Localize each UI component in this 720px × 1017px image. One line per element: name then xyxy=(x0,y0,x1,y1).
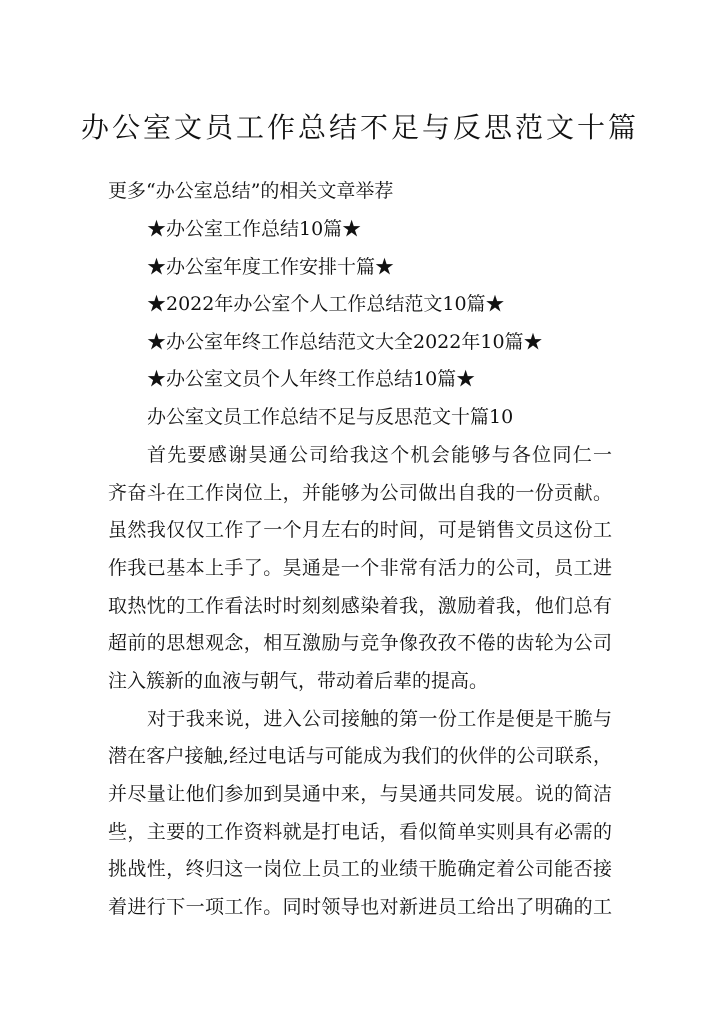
paragraph-2-line-4: 些，主要的工作资料就是打电话，看似简单实则具有必需的 xyxy=(108,821,612,843)
paragraph-1-line-4: 作我已基本上手了。昊通是一个非常有活力的公司，员工进 xyxy=(108,557,612,579)
related-link-clerk-year-end[interactable]: ★办公室文员个人年终工作总结10篇★ xyxy=(147,368,476,390)
document-title: 办公室文员工作总结不足与反思范文十篇 xyxy=(80,111,639,144)
related-articles-heading: 更多“办公室总结”的相关文章举荐 xyxy=(108,180,394,202)
paragraph-1-line-6: 超前的思想观念，相互激励与竞争像孜孜不倦的齿轮为公司 xyxy=(108,632,612,654)
paragraph-2-line-5: 挑战性，终归这一岗位上员工的业绩干脆确定着公司能否接 xyxy=(108,858,612,880)
related-link-personal-summary[interactable]: ★2022年办公室个人工作总结范文10篇★ xyxy=(147,293,505,315)
paragraph-2-line-1: 对于我来说，进入公司接触的第一份工作是便是干脆与 xyxy=(147,708,612,730)
paragraph-1-line-3: 虽然我仅仅工作了一个月左右的时间，可是销售文员这份工 xyxy=(108,519,612,541)
section-heading: 办公室文员工作总结不足与反思范文十篇10 xyxy=(147,406,514,428)
paragraph-2-line-3: 并尽量让他们参加到昊通中来，与昊通共同发展。说的简洁 xyxy=(108,783,612,805)
paragraph-1-line-1: 首先要感谢昊通公司给我这个机会能够与各位同仁一 xyxy=(147,444,612,466)
paragraph-1-line-2: 齐奋斗在工作岗位上，并能够为公司做出自我的一份贡献。 xyxy=(108,482,612,504)
paragraph-2-line-2: 潜在客户接触,经过电话与可能成为我们的伙伴的公司联系， xyxy=(108,745,612,767)
related-link-annual-plan[interactable]: ★办公室年度工作安排十篇★ xyxy=(147,256,395,278)
paragraph-1-line-7: 注入簇新的血液与朝气，带动着后辈的提高。 xyxy=(108,670,489,692)
related-link-year-end-summary[interactable]: ★办公室年终工作总结范文大全2022年10篇★ xyxy=(147,331,543,353)
paragraph-1-line-5: 取热忱的工作看法时时刻刻感染着我，激励着我，他们总有 xyxy=(108,595,612,617)
related-link-office-summary[interactable]: ★办公室工作总结10篇★ xyxy=(147,218,362,240)
paragraph-2-line-6: 着进行下一项工作。同时领导也对新进员工给出了明确的工 xyxy=(108,896,612,918)
